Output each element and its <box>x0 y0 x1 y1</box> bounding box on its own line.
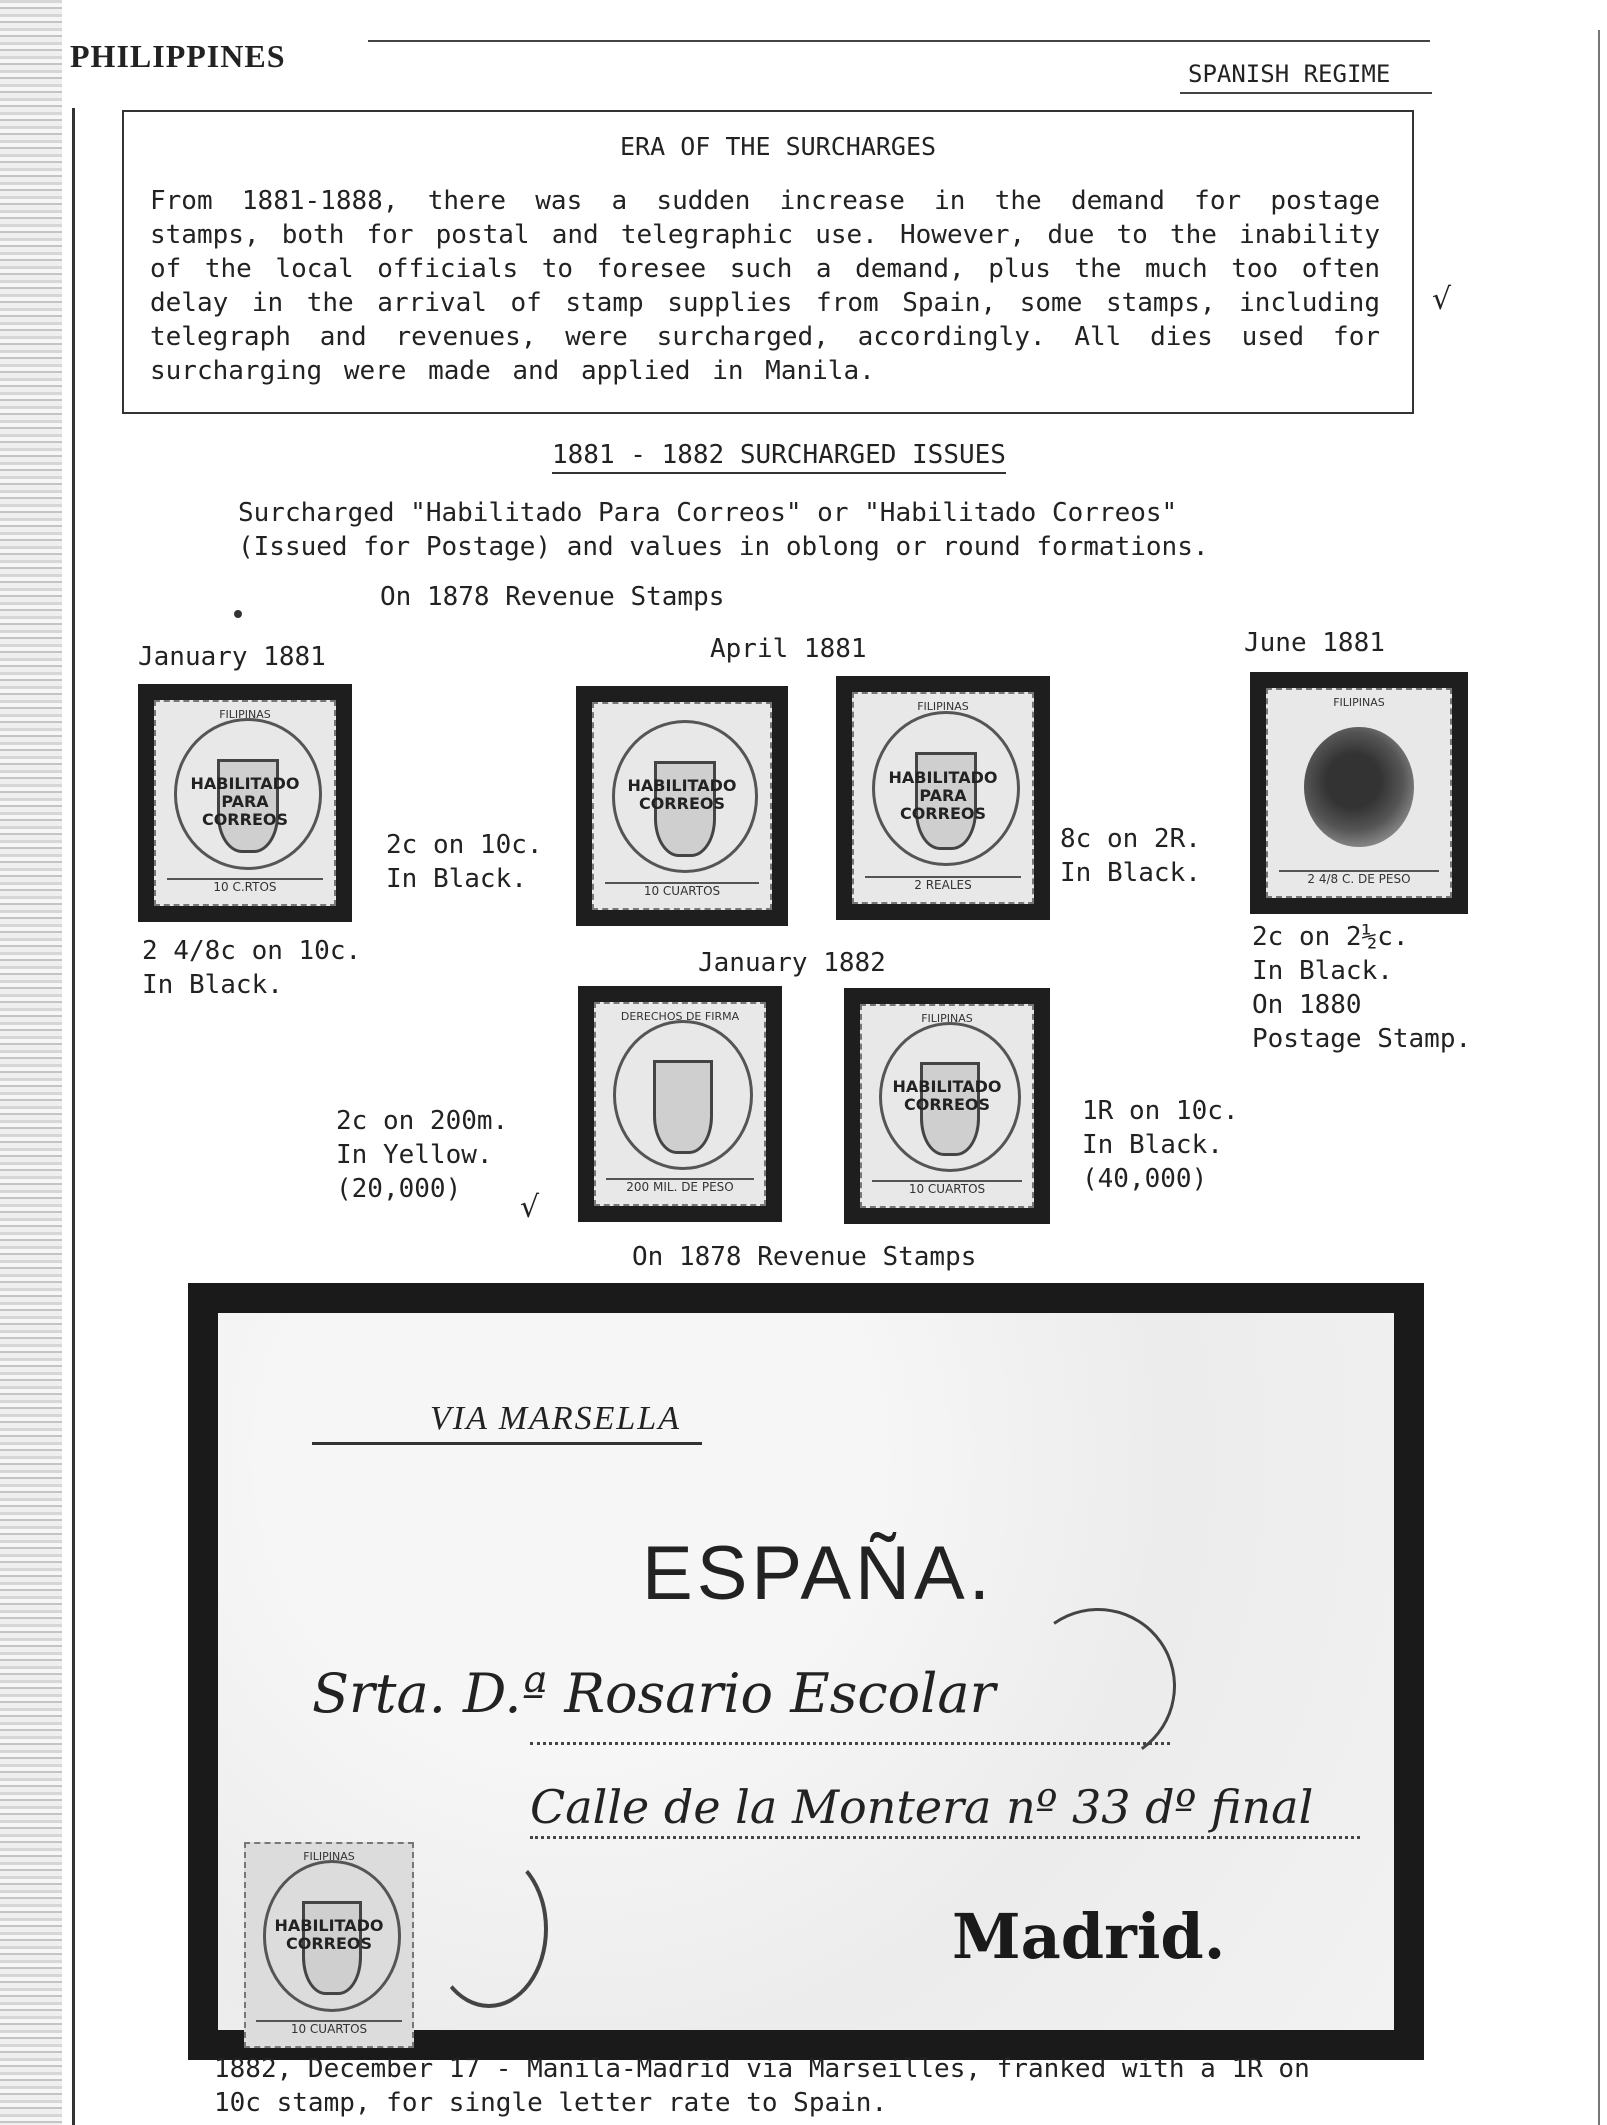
subtitle-revenue-stamps-bottom: On 1878 Revenue Stamps <box>632 1242 977 1272</box>
stamp-base-text: 2 REALES <box>865 876 1022 892</box>
stamp-top-text: FILIPINAS <box>917 700 969 714</box>
bullet-dot <box>234 610 242 618</box>
stamp-base-text: 10 CUARTOS <box>872 1180 1022 1196</box>
stamp-base-text: 200 MIL. DE PESO <box>606 1178 754 1194</box>
stamp-date-label: January 1882 <box>698 948 886 978</box>
caption-line-1: 1882, December 17 - Manila-Madrid via Marseilles, franked with a 1R on <box>214 2054 1310 2084</box>
cover-via-marsella: VIA MARSELLA <box>430 1400 681 1437</box>
page-header-country: PHILIPPINES <box>70 38 286 74</box>
stamp-date-label: April 1881 <box>710 634 867 664</box>
stamp-base-text: 10 C.RTOS <box>167 878 324 894</box>
album-binding-edge <box>0 0 62 2125</box>
stamp-overprint: HABILITADO CORREOS <box>274 1915 384 1953</box>
stamp-top-text: FILIPINAS <box>921 1012 973 1025</box>
check-mark: √ <box>520 1190 540 1225</box>
stamp-top-text: DERECHOS DE FIRMA <box>620 1010 740 1023</box>
left-border-line <box>72 108 75 2125</box>
stamp-image <box>576 686 788 926</box>
header-rule <box>368 40 1430 42</box>
address-dotted-line <box>530 1836 1360 1839</box>
stamp-top-text: FILIPINAS <box>303 1850 355 1864</box>
description-line-1: Surcharged "Habilitado Para Correos" or "Habilitado Correos" <box>238 498 1178 528</box>
address-dotted-line <box>530 1742 1170 1745</box>
check-mark: √ <box>1432 282 1452 317</box>
stamp-caption: 8c on 2R. In Black. <box>1060 824 1201 888</box>
stamp-image <box>844 988 1050 1224</box>
stamp-date-label: January 1881 <box>138 642 326 672</box>
era-paragraph: From 1881-1888, there was a sudden increase in the demand for postage stamps, both for postal and telegraphic use. However, due to the inability of the local officials to foresee such a demand, plus the much too often delay in the arrival of stamp supplies from Spain, some stamps, including telegraph and revenues, were surcharged, accordingly. All dies used for surcharging were made and applied in Manila. <box>150 186 1380 386</box>
stamp-caption: 2c on 10c. In Black. <box>386 830 543 894</box>
section-title: 1881 - 1882 SURCHARGED ISSUES <box>552 440 1006 474</box>
stamp-caption: 1R on 10c. In Black. (40,000) <box>1082 1096 1239 1194</box>
stamp-overprint: HABILITADO CORREOS <box>627 776 737 814</box>
section-description <box>238 496 1209 564</box>
postmark-arc <box>430 1850 548 2008</box>
stamp-image <box>578 986 782 1222</box>
stamp-overprint: HABILITADO CORREOS <box>892 1077 1002 1114</box>
cover-addressee: Srta. D.ª Rosario Escolar <box>312 1662 996 1725</box>
stamp-caption: 2 4/8c on 10c. In Black. <box>142 936 362 1000</box>
cover-stamp <box>244 1842 414 2048</box>
stamp-base-text: 10 CUARTOS <box>605 882 760 898</box>
stamp-image <box>1250 672 1468 914</box>
stamp-image <box>138 684 352 922</box>
stamp-overprint: HABILITADO PARA CORREOS <box>888 767 998 823</box>
cover-city: Madrid. <box>952 1900 1226 1973</box>
stamp-base-text: 2 4/8 C. DE PESO <box>1279 870 1439 886</box>
stamp-overprint: HABILITADO PARA CORREOS <box>190 773 300 829</box>
stamp-image <box>836 676 1050 920</box>
stamp-base-text: 10 CUARTOS <box>256 2020 402 2036</box>
via-underline <box>312 1442 702 1445</box>
portrait-mark <box>1304 727 1413 846</box>
cover-country: ESPAÑA. <box>642 1531 994 1616</box>
cover-caption <box>214 2052 1464 2120</box>
caption-line-2: 10c stamp, for single letter rate to Spain. <box>214 2088 888 2118</box>
page-header-regime: SPANISH REGIME <box>1188 60 1391 88</box>
stamp-caption: 2c on 2½c. In Black. On 1880 Postage Stamp. <box>1252 922 1472 1054</box>
right-border-line <box>1598 30 1600 2125</box>
header-regime-underline <box>1180 92 1432 94</box>
cover-street: Calle de la Montera nº 33 dº final <box>530 1780 1314 1834</box>
stamp-date-label: June 1881 <box>1244 628 1385 658</box>
subtitle-revenue-stamps: On 1878 Revenue Stamps <box>380 582 725 612</box>
stamp-caption: 2c on 200m. In Yellow. (20,000) <box>336 1106 509 1204</box>
era-title: ERA OF THE SURCHARGES <box>620 132 937 161</box>
stamp-top-text: FILIPINAS <box>1333 696 1385 710</box>
stamp-top-text: FILIPINAS <box>219 708 271 722</box>
description-line-2: (Issued for Postage) and values in oblong or round formations. <box>238 532 1209 562</box>
